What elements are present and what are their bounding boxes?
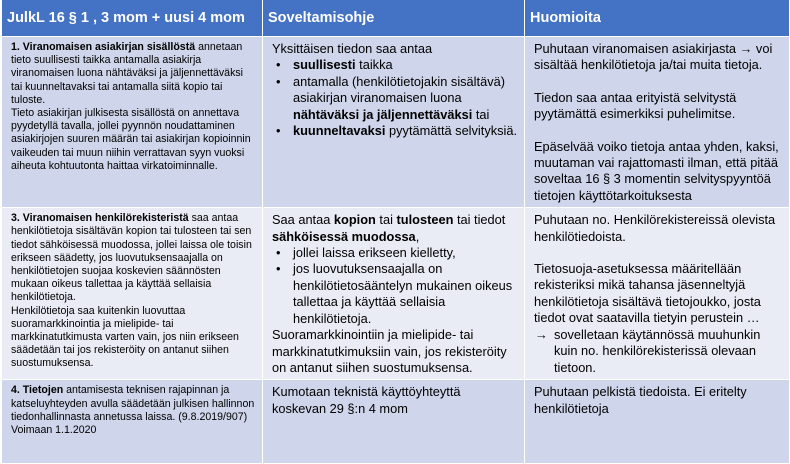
bullet-icon: • [276, 73, 281, 89]
law-paragraph [11, 384, 256, 437]
law-text-cell [2, 37, 263, 208]
guide-bullet-list [272, 245, 518, 327]
guide-cell [263, 208, 525, 380]
bullet-icon: • [276, 245, 281, 261]
bullet-icon: • [276, 261, 281, 277]
table-row [2, 208, 790, 380]
law-heading: 1. Viranomaisen asiakirjan sisällöstä [11, 41, 196, 53]
bullet-icon: • [276, 57, 281, 73]
remarks-cell [525, 37, 790, 208]
header-application-guide: Soveltamisohje [263, 0, 525, 37]
guide-bullet-list [272, 57, 518, 139]
emphasis-text: sähköisessä muodossa [272, 228, 416, 244]
remark-paragraph [534, 41, 783, 74]
remark-arrow-list [534, 327, 783, 376]
item-text: tai [375, 212, 397, 228]
law-paragraph: Henkilötietoja saa kuitenkin luovuttaa suoramarkkinointia ja mielipide- tai markkinatutkimusta varten vain, jos niin erikseen säädetään tai jos rekisteröity on antanut siihen suostumuksensa. [11, 304, 239, 370]
list-item [535, 326, 783, 376]
list-item [276, 261, 518, 327]
item-text: taikka [355, 57, 393, 73]
table-row [2, 380, 790, 464]
law-heading: 3. Viranomaisen henkilörekisteristä [11, 212, 189, 225]
law-text-cell [2, 380, 263, 464]
law-text: antamisesta teknisen rajapinnan ja katseluyhteyden avulla säädetään julkisen hallinnon tiedonhallinnasta annetussa laissa. (9.8.2019/907) Voimaan 1.1.2020 [11, 384, 255, 436]
item-text: jos luovutuksensaajalla on henkilötietosääntelyn mukainen oikeus tallettaa ja käyttää sellaisia henkilötietoja. [293, 261, 513, 326]
emphasis-text: kopion [333, 212, 376, 228]
guidance-table [1, 0, 790, 464]
header-law-section: JulkL 16 § 1 , 3 mom + uusi 4 mom [2, 0, 263, 37]
list-item [276, 57, 518, 73]
law-text-cell [2, 208, 263, 380]
item-text: jollei laissa erikseen kielletty, [293, 245, 456, 261]
remark-text: Puhutaan viranomaisen asiakirjasta [534, 41, 740, 56]
table-header-row [2, 0, 790, 37]
emphasis-text: nähtäväksi ja jäljennettäväksi [293, 106, 473, 122]
header-remarks: Huomioita [525, 0, 790, 37]
list-item [276, 73, 518, 123]
emphasis-text: tulosteen [396, 212, 454, 228]
guide-intro [272, 212, 518, 245]
law-text: annetaan tieto suullisesti taikka antamalla asiakirja viranomaisen luona nähtäväksi ja jäljennettäväksi tai kuunneltavaksi tai antamalla siitä kopio tai tuloste. [11, 41, 244, 106]
list-item [276, 245, 518, 261]
remark-paragraph: Puhutaan no. Henkilörekistereissä olevista henkilötiedoista. [534, 212, 776, 244]
emphasis-text: kuunneltavaksi [293, 123, 386, 139]
item-text: sovelletaan käytännössä muuhunkin kuin no. henkilörekisterissä olevaan tietoon. [554, 326, 761, 375]
guide-paragraph: Kumotaan teknistä käyttöyhteyttä koskevan 29 §:n 4 mom [272, 384, 461, 416]
item-text: antamalla (henkilötietojakin sisältävä) asiakirjan viranomaisen luona [293, 73, 505, 106]
arrow-right-icon: → [739, 41, 753, 56]
arrow-right-icon: → [535, 326, 548, 342]
guide-intro: Yksittäisen tiedon saa antaa [272, 41, 433, 56]
law-paragraph: Tieto asiakirjan julkisesta sisällöstä on annettava pyydetyllä tavalla, jollei pyynnön noudattaminen asiakirjojen suuren määrän tai asiakirjan kopioinnin vaikeuden tai muun niihin verrattavan syyn vuoksi aiheuta kohtuutonta haittaa virkatoiminnalle. [11, 107, 251, 172]
emphasis-text: suullisesti [293, 57, 356, 73]
remark-paragraph: Tietosuoja-asetuksessa määritellään rekisteriksi mikä tahansa jäsenneltyjä henkilötietoja sisältävä tietojoukko, josta tiedot ovat saatavilla tietyin perustein … [534, 261, 761, 326]
remark-paragraph: Tiedon saa antaa erityistä selvitystä pyytämättä esimerkiksi puhelimitse. [534, 89, 737, 122]
law-heading: 4. Tietojen [11, 384, 64, 397]
law-text: saa antaa henkilötietoja sisältävän kopion tai tulosteen tai sen tiedot sähköisessä muodossa, jollei laissa ole toisin erikseen säädetty, jos luovutuksensaajalla on henkilötietojen suojaa koskevien säännösten mukaan oikeus tallettaa ja käyttää sellaisia henkilötietoja. [11, 212, 252, 304]
guide-cell [263, 380, 525, 464]
item-text: Saa antaa [272, 212, 334, 228]
item-text: , [415, 228, 420, 244]
list-item [276, 123, 518, 139]
remark-text: voi sisältää henkilötietoja ja/tai muita tietoja. [534, 41, 773, 73]
item-text: tai tiedot [453, 212, 506, 228]
remark-paragraph: Epäselvää voiko tietoja antaa yhden, kaksi, muutaman vai rajattomasti ilman, että pitää soveltaa 16 § 3 momentin selvityspyyntöä tietojen käyttötarkoituksesta [534, 138, 779, 203]
law-paragraph [11, 212, 256, 304]
bullet-icon: • [276, 123, 281, 139]
law-paragraph [11, 41, 256, 107]
guide-cell [263, 37, 525, 208]
item-text: tai [472, 106, 490, 122]
item-text: pyytämättä selvityksiä. [385, 123, 518, 139]
remarks-cell [525, 380, 790, 464]
remark-paragraph: Puhutaan pelkistä tiedoista. Ei eritelty henkilötietoja [534, 384, 747, 416]
remarks-cell [525, 208, 790, 380]
table-row [2, 37, 790, 208]
guide-paragraph: Suoramarkkinointiin ja mielipide- tai markkinatutkimuksiin vain, jos rekisteröity on antanut siihen suostumuksensa. [272, 327, 507, 375]
